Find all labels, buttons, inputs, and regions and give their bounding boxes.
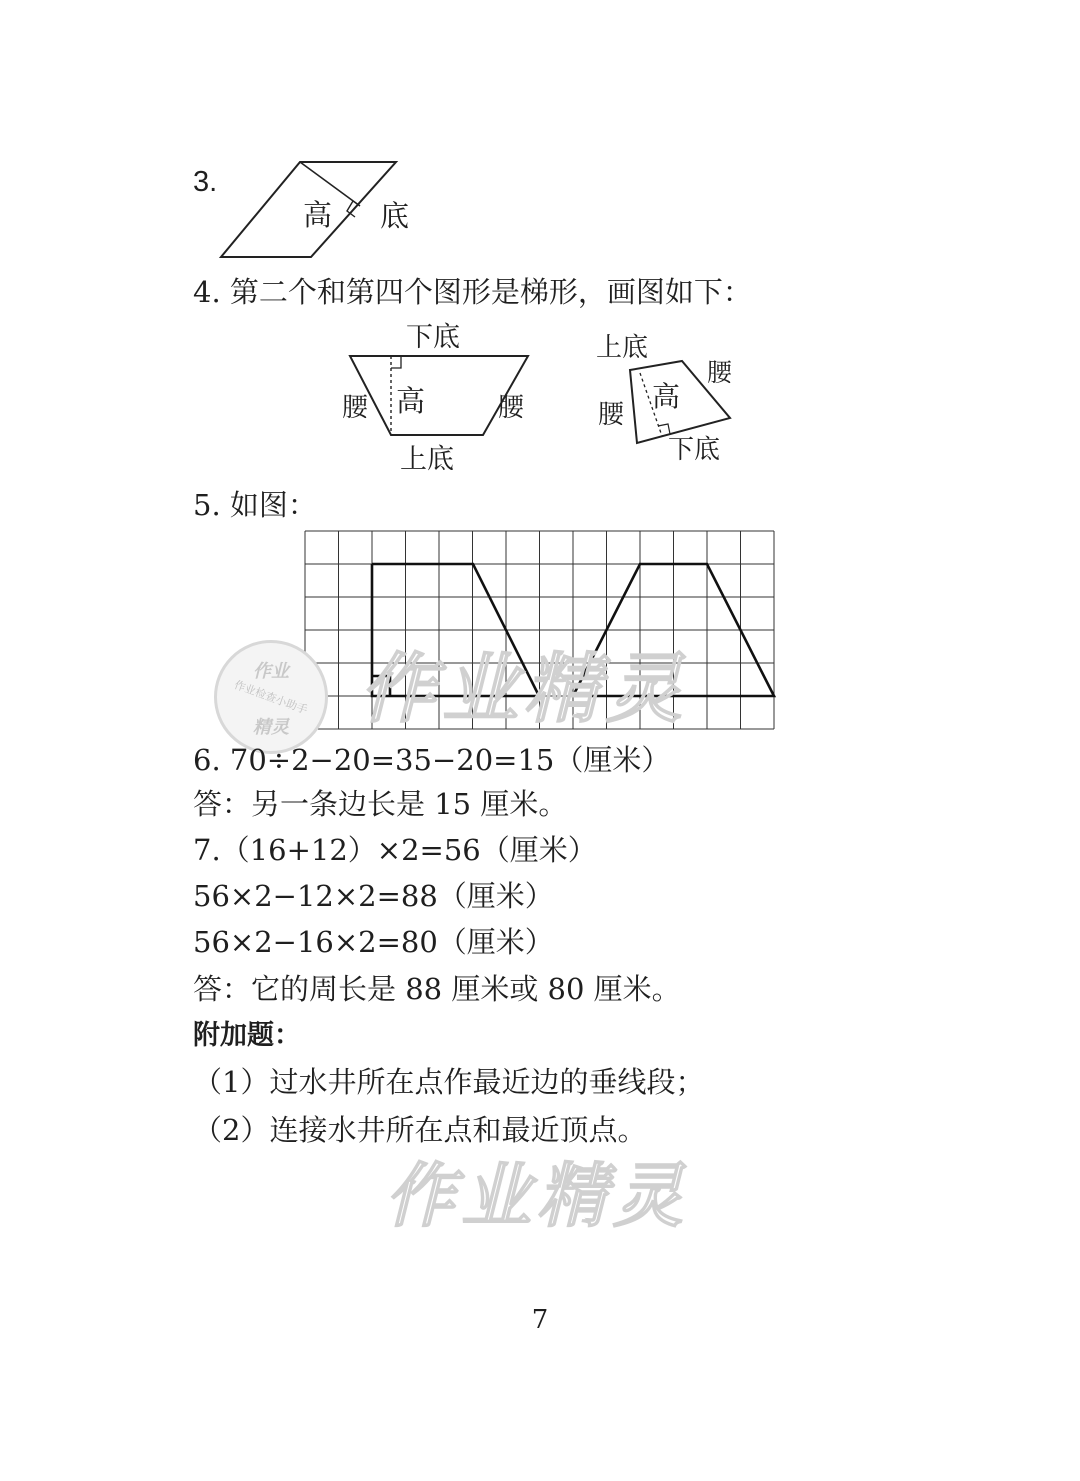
trap2-left-label: 腰 — [598, 400, 625, 430]
trap2-bottom-label: 下底 — [668, 435, 721, 465]
watermark-grid: 作业精灵 — [360, 644, 688, 733]
trap2-center-label: 高 — [652, 380, 681, 413]
trap2-right-label: 腰 — [707, 358, 733, 387]
trap1-left-label: 腰 — [342, 393, 369, 423]
base-label: 底 — [380, 199, 410, 233]
stamp-bottom-text: 精灵 — [253, 717, 289, 738]
q3-parallelogram-figure — [215, 155, 425, 265]
trap1-bottom-label: 上底 — [400, 444, 454, 475]
trap1-center-label: 高 — [396, 384, 426, 418]
extra-title: 附加题： — [193, 1020, 301, 1051]
q6-calc: 6. 70÷2−20=35−20=15（厘米） — [193, 743, 671, 777]
watermark-stamp — [214, 640, 328, 754]
height-label: 高 — [303, 198, 333, 232]
trap1-right-angle-mark — [391, 356, 401, 368]
page-number: 7 — [531, 1305, 549, 1335]
q3-number: 3. — [193, 166, 218, 198]
trap2-right-angle-mark — [658, 424, 670, 434]
q7-line3: 56×2−16×2=80（厘米） — [193, 925, 554, 959]
q7-answer: 答：它的周长是 88 厘米或 80 厘米。 — [193, 972, 681, 1006]
extra-item1: （1）过水井所在点作最近边的垂线段； — [193, 1065, 705, 1099]
q5-text: 5. 如图： — [193, 488, 317, 522]
stamp-top-text: 作业 — [253, 661, 289, 682]
q4-trapezoid-1-figure — [338, 318, 538, 478]
trap2-top-label: 上底 — [596, 333, 649, 363]
q6-answer: 答：另一条边长是 15 厘米。 — [193, 787, 568, 821]
q4-text: 4. 第二个和第四个图形是梯形，画图如下： — [193, 275, 752, 309]
q7-line2: 56×2−12×2=88（厘米） — [193, 879, 554, 913]
trap1-right-label: 腰 — [498, 393, 525, 423]
q7-line1: 7.（16+12）×2=56（厘米） — [193, 833, 597, 867]
watermark-bottom: 作业精灵 — [385, 1155, 689, 1237]
stamp-ring-text: 作业检查小助手 — [232, 678, 310, 717]
extra-item2: （2）连接水井所在点和最近顶点。 — [193, 1113, 647, 1147]
trap1-top-label: 下底 — [406, 322, 460, 353]
q4-trapezoid-2-figure — [590, 328, 750, 468]
